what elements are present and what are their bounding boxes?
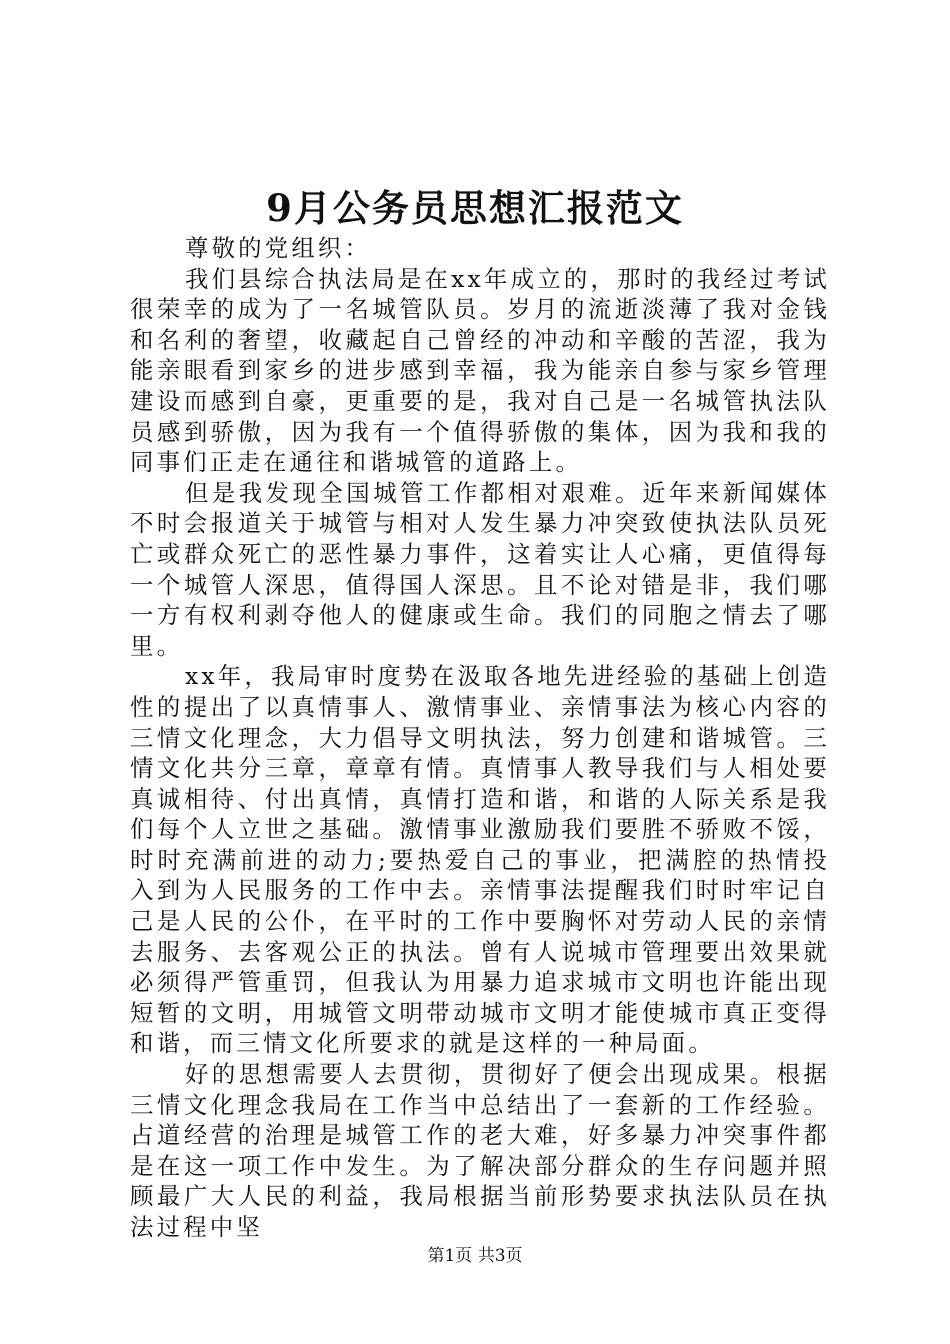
document-title: 9月公务员思想汇报范文	[266, 186, 684, 230]
paragraph-3: xx年，我局审时度势在汲取各地先进经验的基础上创造性的提出了以真情事人、激情事业、亲情事法为核心内容的三情文化理念，大力倡导文明执法，努力创建和谐城管。三情文化共分三章，章章有情。真情事人教导我们与人相处要真诚相待、付出真情，真情打造和谐，和谐的人际关系是我们每个人立世之基础。激情事业激励我们要胜不骄败不馁，时时充满前进的动力;要热爱自己的事业，把满腔的热情投入到为人民服务的工作中去。亲情事法提醒我们时时牢记自己是人民的公仆，在平时的工作中要胸怀对劳动人民的亲情去服务、去客观公正的执法。曾有人说城市管理要出效果就必须得严管重罚，但我认为用暴力追求城市文明也许能出现短暂的文明，用城管文明带动城市文明才能使城市真正变得和谐，而三情文化所要求的就是这样的一种局面。	[130, 662, 830, 1058]
page-footer: 第1页 共3页	[427, 1246, 523, 1266]
paragraph-1: 我们县综合执法局是在xx年成立的，那时的我经过考试很荣幸的成为了一名城管队员。岁月的流逝淡薄了我对金钱和名利的奢望，收藏起自己曾经的冲动和辛酸的苦涩，我为能亲眼看到家乡的进步感到幸福，我为能亲自参与家乡管理建设而感到自豪，更重要的是，我对自己是一名城管执法队员感到骄傲，因为我有一个值得骄傲的集体，因为我和我的同事们正走在通往和谐城管的道路上。	[130, 264, 830, 477]
document-body	[130, 233, 830, 1243]
paragraph-2: 但是我发现全国城管工作都相对艰难。近年来新闻媒体不时会报道关于城管与相对人发生暴力冲突致使执法队员死亡或群众死亡的恶性暴力事件，这着实让人心痛，更值得每一个城管人深思，值得国人深思。且不论对错是非，我们哪一方有权利剥夺他人的健康或生命。我们的同胞之情去了哪里。	[130, 478, 830, 660]
salutation: 尊敬的党组织：	[184, 234, 372, 262]
paragraph-4: 好的思想需要人去贯彻，贯彻好了便会出现成果。根据三情文化理念我局在工作当中总结出了一套新的工作经验。占道经营的治理是城管工作的老大难，好多暴力冲突事件都是在这一项工作中发生。为了解决部分群众的生存问题并照顾最广大人民的利益，我局根据当前形势要求执法队员在执法过程中坚	[130, 1060, 830, 1241]
